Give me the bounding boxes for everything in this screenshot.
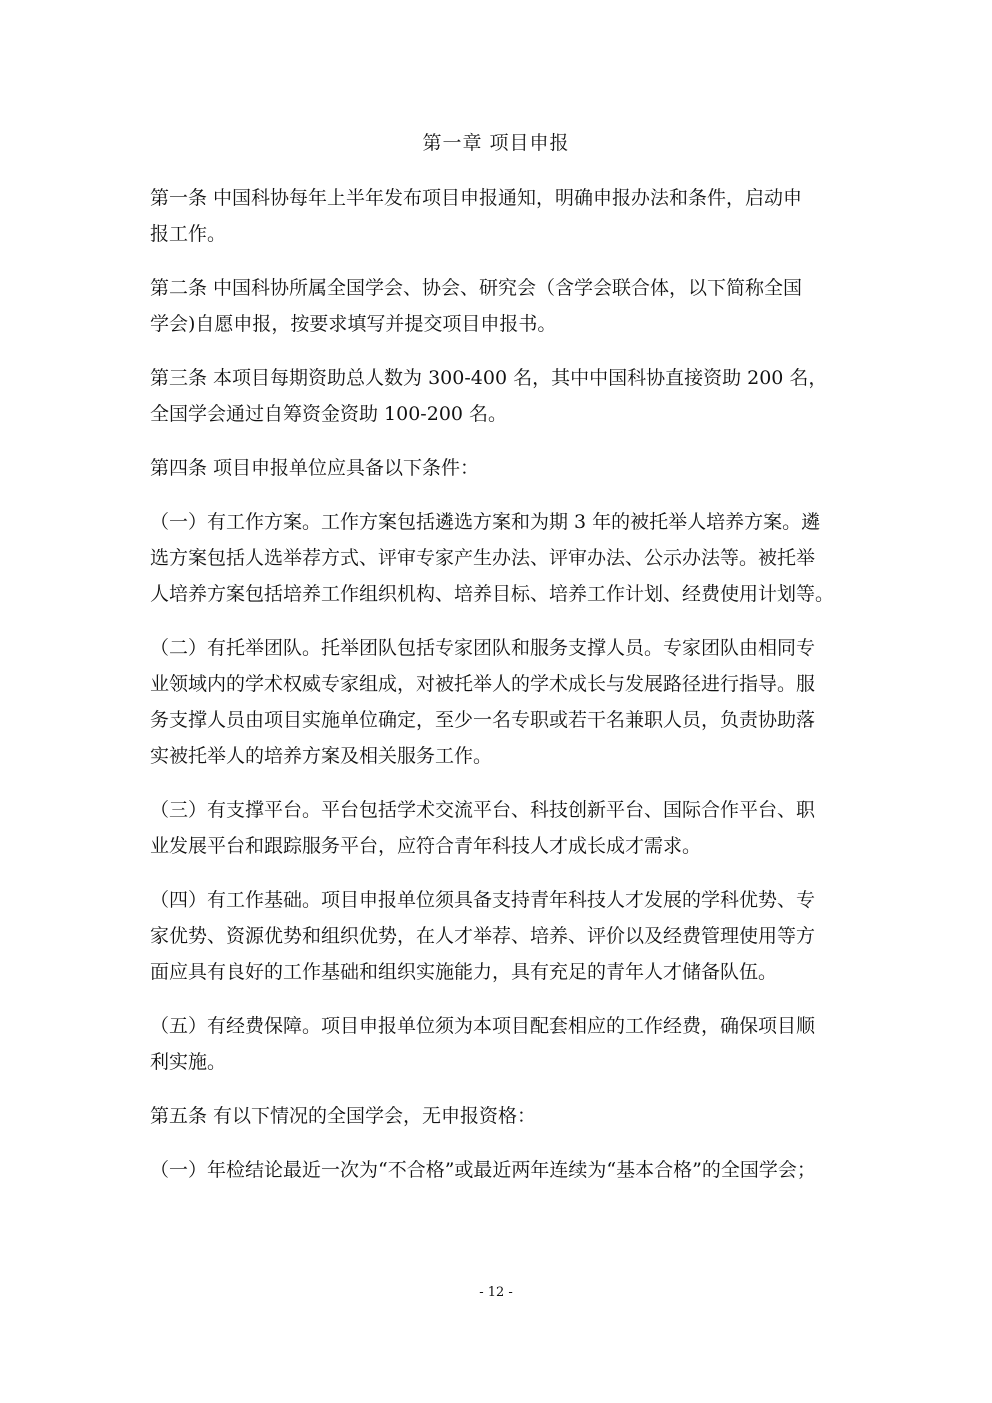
paragraph-line: （一）年检结论最近一次为“不合格”或最近两年连续为“基本合格”的全国学会； <box>150 1159 816 1181</box>
paragraph-line: （五）有经费保障。项目申报单位须为本项目配套相应的工作经费，确保项目顺 <box>150 1015 816 1037</box>
paragraph-line: 实被托举人的培养方案及相关服务工作。 <box>150 745 493 767</box>
paragraph-line: （二）有托举团队。托举团队包括专家团队和服务支撑人员。专家团队由相同专 <box>150 637 816 659</box>
paragraph-line: （四）有工作基础。项目申报单位须具备支持青年科技人才发展的学科优势、专 <box>150 889 816 911</box>
paragraph <box>150 504 842 612</box>
paragraph-line: 利实施。 <box>150 1051 227 1073</box>
paragraph <box>150 270 842 342</box>
chapter-title: 第一章 项目申报 <box>422 132 570 154</box>
paragraph-line: 选方案包括人选举荐方式、评审专家产生办法、评审办法、公示办法等。被托举 <box>150 547 816 569</box>
paragraph-line: 全国学会通过自筹资金资助 100-200 名。 <box>150 403 508 425</box>
paragraph-line: 第一条 中国科协每年上半年发布项目申报通知，明确申报办法和条件，启动申 <box>150 187 803 209</box>
paragraph-line: 第三条 本项目每期资助总人数为 300-400 名，其中中国科协直接资助 200 名， <box>150 367 828 389</box>
paragraph-line: 报工作。 <box>150 223 227 245</box>
paragraph <box>150 882 842 990</box>
paragraph-line: 第五条 有以下情况的全国学会，无申报资格： <box>150 1105 537 1127</box>
paragraph <box>150 792 842 864</box>
document-page <box>150 126 842 1206</box>
paragraph-line: （一）有工作方案。工作方案包括遴选方案和为期 3 年的被托举人培养方案。遴 <box>150 511 821 533</box>
paragraph <box>150 630 842 774</box>
paragraph-line: 面应具有良好的工作基础和组织实施能力，具有充足的青年人才储备队伍。 <box>150 961 778 983</box>
paragraph-line: 人培养方案包括培养工作组织机构、培养目标、培养工作计划、经费使用计划等。 <box>150 583 835 605</box>
page-number: - 12 - <box>479 1285 513 1300</box>
paragraph <box>150 1152 842 1188</box>
paragraph-line: 业发展平台和跟踪服务平台，应符合青年科技人才成长成才需求。 <box>150 835 702 857</box>
paragraph-line: 业领域内的学术权威专家组成，对被托举人的学术成长与发展路径进行指导。服 <box>150 673 816 695</box>
paragraph-line: 家优势、资源优势和组织优势，在人才举荐、培养、评价以及经费管理使用等方 <box>150 925 816 947</box>
paragraph-line: 第二条 中国科协所属全国学会、协会、研究会（含学会联合体，以下简称全国 <box>150 277 803 299</box>
paragraph-line: （三）有支撑平台。平台包括学术交流平台、科技创新平台、国际合作平台、职 <box>150 799 816 821</box>
paragraph <box>150 450 842 486</box>
paragraph <box>150 1098 842 1134</box>
paragraph <box>150 180 842 252</box>
paragraph <box>150 360 842 432</box>
paragraph-line: 务支撑人员由项目实施单位确定，至少一名专职或若干名兼职人员，负责协助落 <box>150 709 816 731</box>
paragraph-line: 第四条 项目申报单位应具备以下条件： <box>150 457 480 479</box>
paragraph-list <box>150 180 842 1188</box>
paragraph <box>150 1008 842 1080</box>
paragraph-line: 学会)自愿申报，按要求填写并提交项目申报书。 <box>150 313 557 335</box>
